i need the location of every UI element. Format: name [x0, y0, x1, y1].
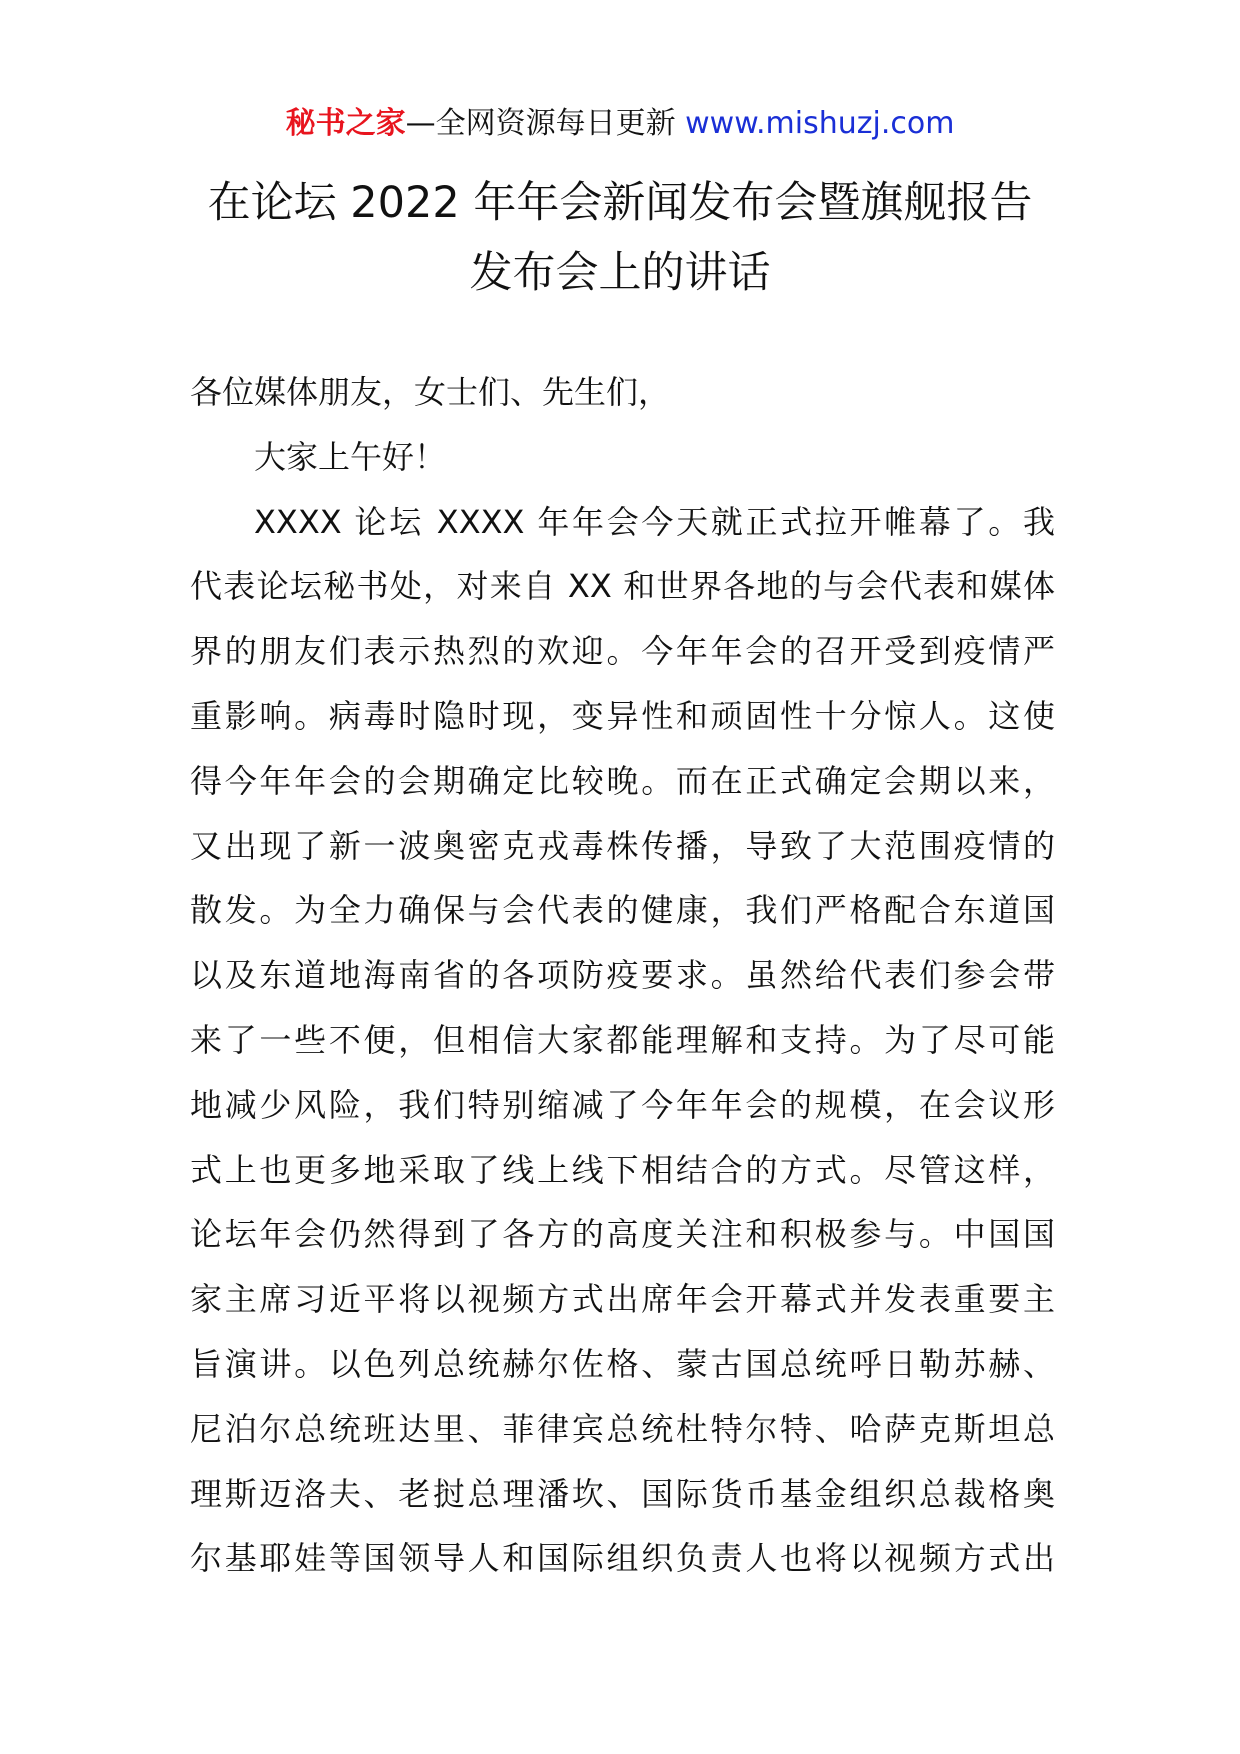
- body-line: 家主席习近平将以视频方式出席年会开幕式并发表重要主: [190, 1280, 1055, 1319]
- body-line: 界的朋友们表示热烈的欢迎。今年年会的召开受到疫情严: [190, 632, 1055, 671]
- body-line: 尔基耶娃等国领导人和国际组织负责人也将以视频方式出: [190, 1539, 1055, 1578]
- body-line: 又出现了新一波奥密克戎毒株传播，导致了大范围疫情的: [190, 826, 1055, 865]
- body-line: 以及东道地海南省的各项防疫要求。虽然给代表们参会带: [190, 956, 1055, 995]
- greeting-line: 各位媒体朋友，女士们、先生们，: [190, 373, 671, 411]
- body-line: 地减少风险，我们特别缩减了今年年会的规模，在会议形: [190, 1085, 1055, 1124]
- body-line: 论坛年会仍然得到了各方的高度关注和积极参与。中国国: [190, 1215, 1055, 1254]
- body-line: 尼泊尔总统班达里、菲律宾总统杜特尔特、哈萨克斯坦总: [190, 1409, 1055, 1448]
- title-line-1: 在论坛 2022 年年会新闻发布会暨旗舰报告: [207, 178, 1033, 228]
- header-slogan: —全网资源每日更新: [405, 106, 686, 141]
- hello-line: 大家上午好！: [254, 437, 447, 476]
- body-line: 散发。为全力确保与会代表的健康，我们严格配合东道国: [190, 891, 1055, 930]
- document-body: [190, 360, 1055, 1591]
- body-line: 来了一些不便，但相信大家都能理解和支持。为了尽可能: [190, 1020, 1055, 1059]
- brand-name: 秘书之家: [285, 106, 406, 141]
- body-line: 代表论坛秘书处，对来自 XX 和世界各地的与会代表和媒体: [190, 567, 1055, 606]
- body-line: 得今年年会的会期确定比较晚。而在正式确定会期以来，: [190, 761, 1055, 800]
- body-line: 理斯迈洛夫、老挝总理潘坎、国际货币基金组织总裁格奥: [190, 1474, 1055, 1513]
- body-line: XXXX 论坛 XXXX 年年会今天就正式拉开帷幕了。我: [254, 502, 1055, 541]
- title-line-2: 发布会上的讲话: [469, 248, 771, 298]
- body-line: 式上也更多地采取了线上线下相结合的方式。尽管这样，: [190, 1150, 1055, 1189]
- site-url-link[interactable]: www.mishuzj.com: [685, 106, 955, 141]
- site-header: [0, 102, 1240, 146]
- body-line: 旨演讲。以色列总统赫尔佐格、蒙古国总统呼日勒苏赫、: [190, 1344, 1055, 1383]
- body-line: 重影响。病毒时隐时现，变异性和顽固性十分惊人。这使: [190, 696, 1055, 735]
- document-title: [0, 168, 1240, 308]
